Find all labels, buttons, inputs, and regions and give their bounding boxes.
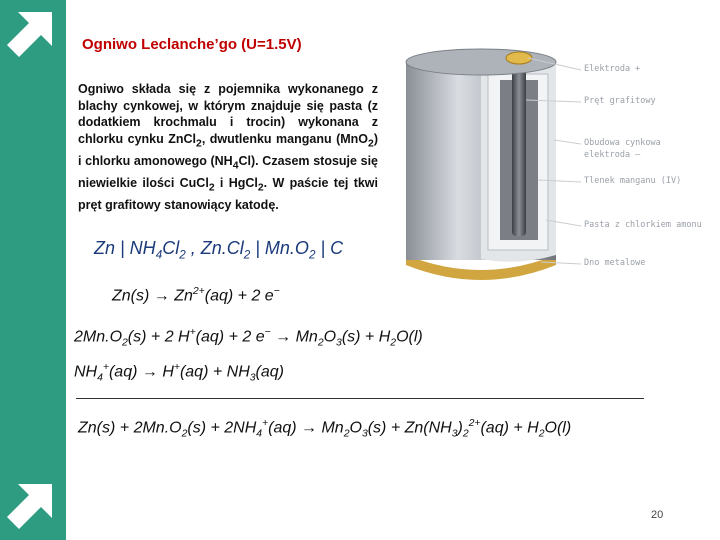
description-visible: Ogniwo składa się z pojemnika wykonanego z blachy cynkowej, w którym znajduje się pasta (z dodatkiem krochmalu i trocin) wykonana z chlorku cynku ZnCl$_2$, dwutlenku manganu (MnO$_2$) i chlorku amonowego $(NH_4Cl)$. Czasem stosuje się niewielkie ilości CuCl$_2$ i HgCl$_2$. W paście tej tkwi pręt grafitowy stanowiący katodę. — [78, 82, 378, 213]
graphite-rod — [512, 58, 526, 236]
sidebar-band — [0, 0, 66, 540]
divider-line — [76, 398, 644, 399]
arrow-up-right-icon — [4, 478, 58, 532]
label-paste: Pasta z chlorkiem amonu — [584, 220, 702, 230]
page-number: 20 — [651, 509, 664, 521]
label-cathode: Elektroda + — [584, 64, 641, 74]
label-zinc-case-2: elektroda – — [584, 150, 641, 160]
reaction-total: $Zn(s) + 2Mn.O_2(s) + 2NH_4^+(aq) \to Mn_2O_3(s) + Zn(NH_3)_2^{2+}(aq) + H_2O(l)$ — [78, 418, 572, 440]
description-text — [78, 81, 378, 214]
label-metal-bottom: Dno metalowe — [584, 258, 646, 268]
arrow-up-right-icon — [4, 6, 58, 60]
label-graphite-rod: Pręt grafitowy — [584, 96, 656, 106]
reaction-ammonium: $NH_4^+(aq) \to H^+(aq) + NH_3(aq)$ — [74, 362, 284, 384]
slide-title: Ogniwo Leclanche’go (U=1.5V) — [82, 36, 302, 53]
reaction-anode: $Zn(s) \to Zn^{2+}(aq) + 2$ e− — [112, 286, 280, 305]
reaction-cathode: $2Mn.O_2(s) + 2$ H+(aq) + 2 $e^- \to Mn_2O_3(s) + H_2O(l)$ — [74, 327, 423, 349]
cell-notation: Zn | $NH_4Cl_2$ , $Zn.Cl_2$ | $Mn.O_2$ | C — [94, 238, 344, 262]
label-zinc-case: Obudowa cynkowa — [584, 138, 661, 148]
battery-diagram — [396, 40, 696, 285]
label-manganese-oxide: Tlenek manganu (IV) — [584, 176, 682, 186]
battery-body — [406, 49, 556, 280]
top-cap — [406, 49, 556, 75]
